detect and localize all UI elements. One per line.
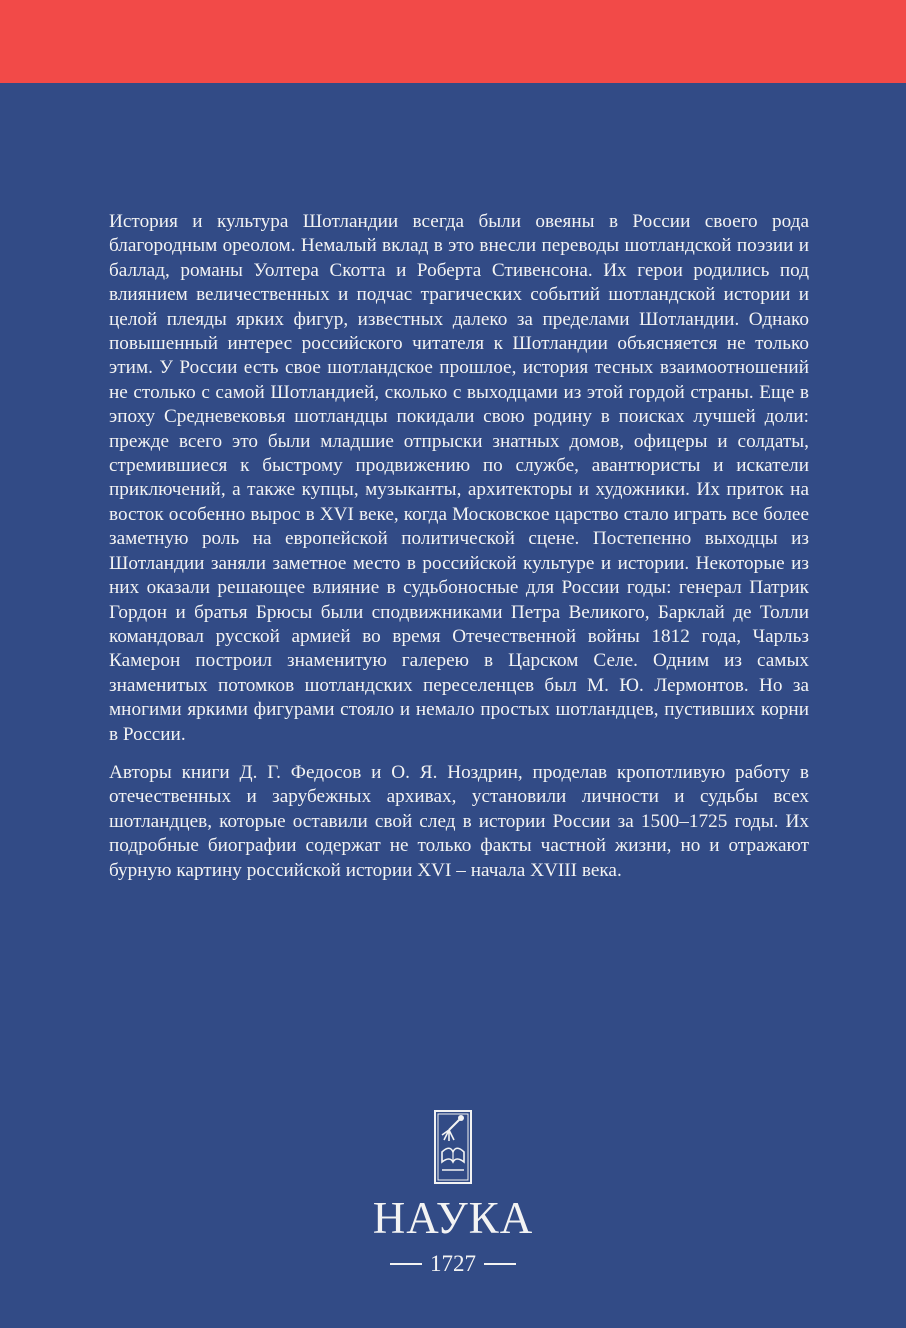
left-year-rule xyxy=(390,1263,422,1265)
right-year-rule xyxy=(484,1263,516,1265)
publisher-logo xyxy=(0,1110,906,1276)
science-publisher-emblem-icon xyxy=(434,1110,472,1184)
publisher-year: 1727 xyxy=(430,1251,476,1276)
publisher-name: НАУКА xyxy=(372,1193,534,1243)
top-color-band xyxy=(0,0,906,83)
back-cover-description xyxy=(109,210,809,883)
description-paragraph-2: Авторы книги Д. Г. Федосов и О. Я. Ноздрин, проделав кропотливую работу в отечественных и зарубежных архивах, установили личности и судьбы всех шотландцев, которые оставили свой след в истории России за 1500–1725 годы. Их подробные биографии содержат не только факты частной жизни, но и отражают бурную картину российской истории XVI – начала XVIII века. xyxy=(109,761,809,881)
publisher-year-row xyxy=(0,1252,906,1276)
description-paragraph-1: История и культура Шотландии всегда были овеяны в России своего рода благородным ореолом. Немалый вклад в это внесли переводы шотландской поэзии и баллад, романы Уолтера Скотта и Роберта Стивенсона. Их герои родились под влиянием величественных и подчас трагических событий шотландской истории и целой плеяды ярких фигур, известных далеко за пределами Шотландии. Однако повышенный интерес российского читателя к Шотландии объясняется не только этим. У России есть свое шотландское прошлое, история тесных взаимоотношений не столько с самой Шотландией, сколько с выходцами из этой гордой страны. Еще в эпоху Средневековья шотландцы покидали свою родину в поисках лучшей доли: прежде всего это были младшие отпрыски знатных домов, офицеры и солдаты, стремившиеся к быстрому продвижению по службе, авантюристы и искатели приключений, а также купцы, музыканты, архитекторы и художники. Их приток на восток особенно вырос в XVI веке, когда Московское царство стало играть все более заметную роль на европейской политической сцене. Постепенно выходцы из Шотландии заняли заметное место в российской культуре и истории. Некоторые из них оказали решающее влияние в судьбоносные для России годы: генерал Патрик Гордон и братья Брюсы были сподвижниками Петра Великого, Барклай де Толли командовал русской армией во время Отечественной войны 1812 года, Чарльз Камерон построил знаменитую галерею в Царском Селе. Одним из самых знаменитых потомков шотландских переселенцев был М. Ю. Лермонтов. Но за многими яркими фигурами стояло и немало простых шотландцев, пустивших корни в России. xyxy=(109,211,809,745)
